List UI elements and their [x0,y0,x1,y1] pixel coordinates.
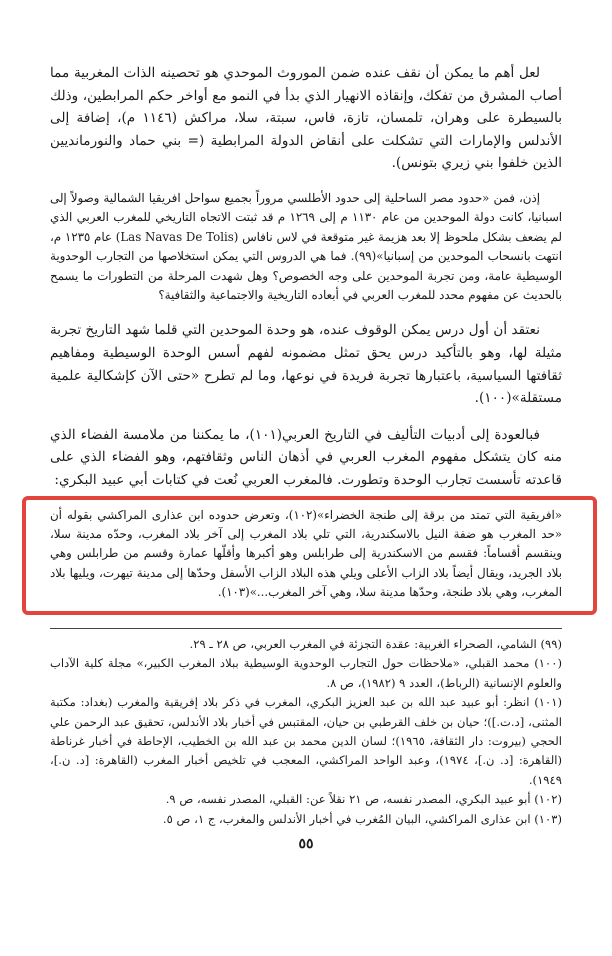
main-text [50,62,562,603]
paragraph-3: نعتقد أن أول درس يمكن الوقوف عنده، هو وحدة الموحدين التي قلما شهد التاريخ تجربة مثيلة لها، وهو بالتأكيد درس يحق تمثل مضمونه لفهم أسس الوحدة الوسيطية ومفاهيم ثقافتها السياسية، باعتبارها تجربة فريدة في نوعها، وما لم تطرح «حتى الآن كإشكالية علمية مستقلة»(١٠٠). [50,322,562,407]
paragraph-2: إذن، فمن «حدود مصر الساحلية إلى حدود الأطلسي مروراً بجميع سواحل افريقيا الشمالية وصولاً إلى اسبانيا، كانت دولة الموحدين من عام ١١٣٠ م إلى ١٢٦٩ م قد ثبتت الاتجاه التاريخي للمغرب العربي الذي لم يضعف بشكل ملحوظ إلا بعد هزيمة غير متوقعة في لاس نافاس (Las Navas De Tolis) عام ١٢٣٥ م، انتهت بانسحاب الموحدين من إسبانيا»(٩٩). فما هي الدروس التي يمكن استخلاصها من التجارب الوحدوية الوسيطية عامة، ومن تجربة الموحدين على وجه الخصوص؟ وهل شهدت المرحلة من التطورات ما يسمح بالحديث عن مفهوم محدد للمغرب العربي في أبعاده التاريخية والاجتماعية والثقافية؟ [50,190,563,302]
footnote-102: (١٠٢) أبو عبيد البكري، المصدر نفسه، ص ٢١ نقلاً عن: القبلي، المصدر نفسه، ص ٩. [165,792,562,807]
paragraph-4: فبالعودة إلى أدبيات التأليف في التاريخ العربي(١٠١)، ما يمكننا من ملامسة الفضاء الذي منه كان يتشكل مفهوم المغرب العربي في أذهان الناس وثقافتهم، وهو الفضاء الذي على قاعدته تأسست تجارب الوحدة وتطورت. فالمغرب العربي نُعت في كتابات أبي عبيد البكري: [50,426,562,488]
footnotes [50,628,562,829]
highlighted-quote [50,506,562,603]
footnote-99: (٩٩) الشامي، الصحراء الغربية: عقدة التجزئة في المغرب العربي، ص ٢٨ ـ ٢٩. [189,637,562,651]
paragraph-1: لعل أهم ما يمكن أن نقف عنده ضمن الموروث الموحدي هو تحصينه الذات المغربية مما أصاب المشرق من تفكك، وإنقاذه الانهيار الذي بدأ في النمو مع أواخر حكم المرابطين، وذلك بالسيطرة على وهران، تلمسان، تازة، فاس، سبتة، سلا، مراكش (١١٤٦ م)، إضافة إلى الأندلس والإمارات التي تشكلت على أنقاض الدولة المرابطية (= بني حماد والنورمانديين الذين خلفوا بني زيري بتونس). [50,65,562,172]
footnote-100: (١٠٠) محمد القبلي، «ملاحظات حول التجارب الوحدوية الوسيطية ببلاد المغرب الكبير،» مجلة كلية الآداب والعلوم الإنسانية (الرباط)، العدد ٩ (١٩٨٢)، ص ٨. [50,656,562,690]
quote-text: «افريقية التي تمتد من برقة إلى طنجة الخضراء»(١٠٢)، وتعرض حدوده ابن عذارى المراكشي بقوله أن «حد المغرب هو ضفة النيل بالاسكندرية، التي تلي بلاد المغرب إلى آخر بلاد المغرب، وحدّه مدينة سلا، وينقسم أقساماً: فقسم من الاسكندرية إلى طرابلس وهو أكبرها وأقلّها عمارة وقسم من طرابلس وهي بلاد الجريد، ويقال أيضاً بلاد الزاب الأعلى ويلي هذه البلاد الزاب الأسفل وحدّها إلى مدينة تيهرت، ويليها بلاد المغرب، وهي بلاد طنجة، وحدّها مدينة سلا، وهي آخر المغرب...»(١٠٣). [50,507,563,600]
page-number: ٥٥ [298,836,314,852]
highlight-box [22,496,597,615]
footnote-101: (١٠١) انظر: أبو عبيد عبد الله بن عبد العزيز البكري، المغرب في ذكر بلاد إفريقية والمغرب (بغداد: مكتبة المثنى، [د.ت.])؛ حيان بن خلف القرطبي بن حيان، المقتبس في أخبار بلاد الأندلس، تحقيق عبد الرحمن علي الحجي (بيروت: دار الثقافة، ١٩٦٥)؛ لسان الدين محمد بن عبد الله بن الخطيب، الإحاطة في أخبار غرناطة (القاهرة: [د. ن.]، ١٩٧٤)، وعبد الواحد المراكشي، المعجب في تلخيص أخبار المغرب (القاهرة: [د. ن.]، ١٩٤٩). [50,695,562,787]
footnote-103: (١٠٣) ابن عذارى المراكشي، البيان المُغرب في أخبار الأندلس والمغرب، ج ١، ص ٥. [162,811,562,826]
